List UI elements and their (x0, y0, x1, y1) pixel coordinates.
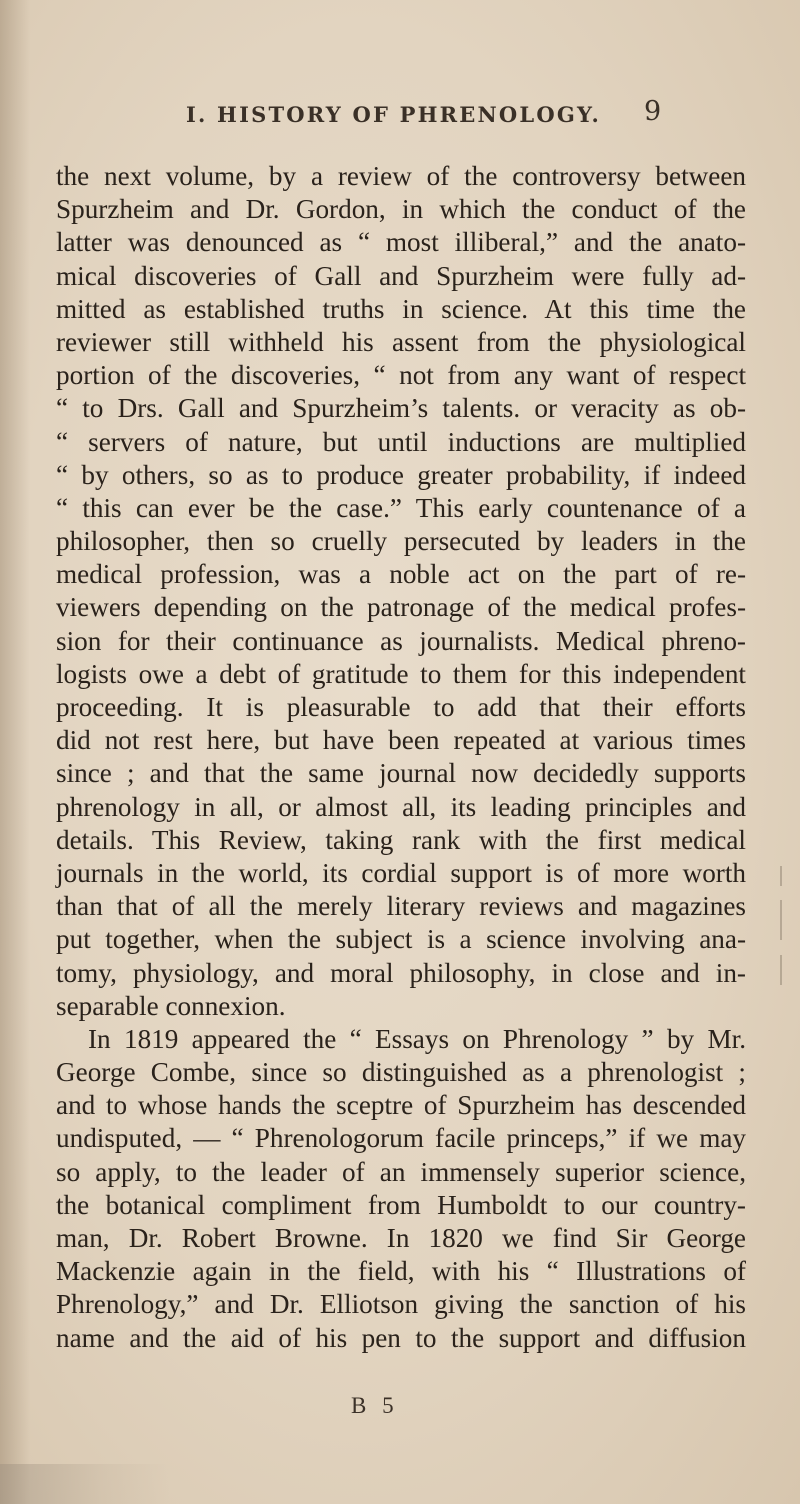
text-line: latter was denounced as “ most illiberal,” and the anato- (56, 227, 746, 258)
text-line: “ by others, so as to produce greater probability, if indeed (56, 459, 746, 490)
running-head: I. HISTORY OF PHRENOLOGY. (186, 102, 601, 127)
text-line: name and the aid of his pen to the support and diffusion (56, 1322, 746, 1353)
text-line: journals in the world, its cordial support is of more worth (56, 857, 746, 888)
text-line: reviewer still withheld his assent from the physiological (56, 326, 746, 357)
page-corner-shadow (0, 1464, 170, 1504)
text-line: Mackenzie again in the field, with his “ Illustrations of (56, 1256, 746, 1287)
text-line: “ to Drs. Gall and Spurzheim’s talents. or veracity as ob- (56, 393, 746, 424)
page-header (0, 96, 800, 142)
text-line: the next volume, by a review of the controversy between (56, 161, 746, 191)
text-line: the botanical compliment from Humboldt to our country- (56, 1189, 746, 1220)
page-edge-mark (780, 900, 782, 940)
text-line: philosopher, then so cruelly persecuted by leaders in the (56, 526, 746, 557)
text-line: viewers depending on the patronage of the medical profes- (56, 592, 746, 623)
text-line: undisputed, — “ Phrenologorum facile princeps,” if we may (56, 1123, 746, 1154)
text-line: details. This Review, taking rank with the first medical (56, 824, 746, 855)
text-line: so apply, to the leader of an immensely superior science, (56, 1156, 746, 1187)
text-line: and to whose hands the sceptre of Spurzheim has descended (56, 1090, 746, 1121)
text-line: “ this can ever be the case.” This early countenance of a (56, 492, 746, 523)
text-line: “ servers of nature, but until inductions are multiplied (56, 426, 746, 457)
page-spine-shadow (0, 0, 30, 1504)
text-line: since ; and that the same journal now decidedly supports (56, 758, 746, 789)
signature-mark: B 5 (351, 1393, 399, 1418)
text-line: Spurzheim and Dr. Gordon, in which the conduct of the (56, 194, 746, 225)
text-line: portion of the discoveries, “ not from any want of respect (56, 360, 746, 391)
text-line: mitted as established truths in science. At this time the (56, 293, 746, 324)
text-line: In 1819 appeared the “ Essays on Phrenology ” by Mr. (88, 1023, 746, 1054)
text-line: George Combe, since so distinguished as a phrenologist ; (56, 1057, 746, 1088)
text-line: did not rest here, but have been repeated at various times (56, 725, 746, 756)
text-line: sion for their continuance as journalists. Medical phreno- (56, 625, 746, 656)
text-line: than that of all the merely literary reviews and magazines (56, 891, 746, 922)
text-line: separable connexion. (56, 990, 286, 1021)
text-line: logists owe a debt of gratitude to them for this independent (56, 658, 746, 689)
text-line: Phrenology,” and Dr. Elliotson giving the sanction of his (56, 1289, 746, 1320)
page-edge-mark (780, 955, 782, 985)
page-edge-mark (780, 866, 782, 886)
text-line: tomy, physiology, and moral philosophy, in close and in- (56, 957, 746, 988)
body-text (56, 160, 746, 1355)
page-number: 9 (644, 96, 662, 127)
text-line: phrenology in all, or almost all, its leading principles and (56, 791, 746, 822)
text-line: put together, when the subject is a science involving ana- (56, 924, 746, 955)
text-line: man, Dr. Robert Browne. In 1820 we find Sir George (56, 1223, 746, 1253)
text-line: proceeding. It is pleasurable to add that their efforts (56, 692, 746, 722)
text-line: mical discoveries of Gall and Spurzheim were fully ad- (56, 260, 746, 291)
text-line: medical profession, was a noble act on the part of re- (56, 559, 746, 590)
